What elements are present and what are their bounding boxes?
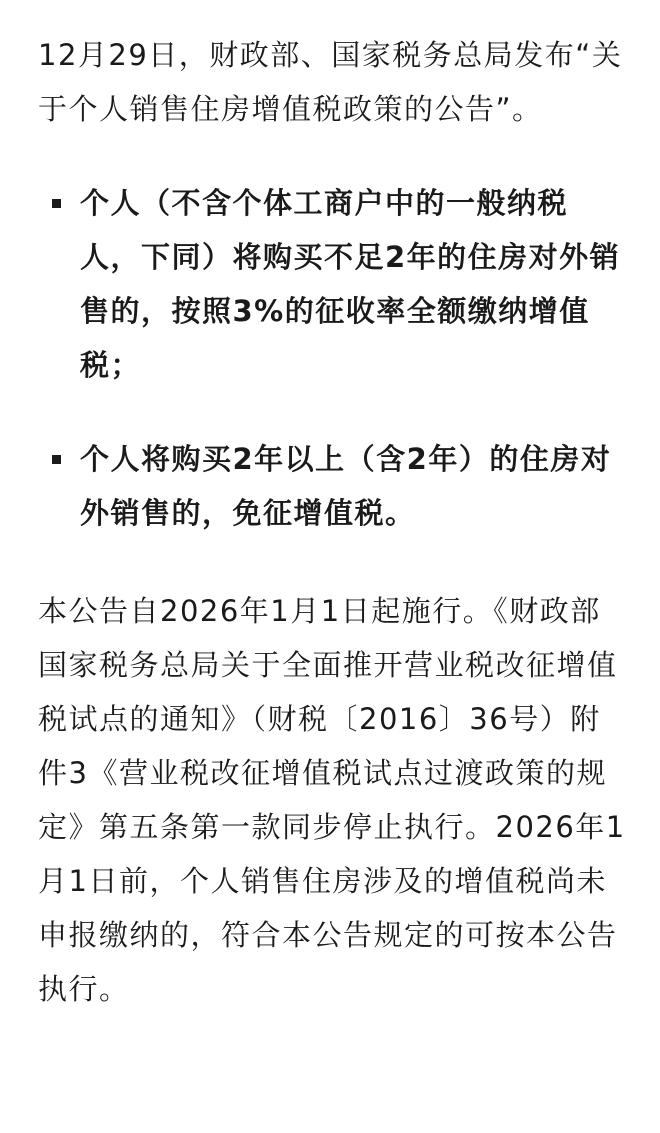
article-body bbox=[38, 28, 628, 1016]
square-bullet-icon bbox=[52, 455, 61, 464]
policy-bullet-text: 个人将购买2年以上（含2年）的住房对外销售的，免征增值税。 bbox=[80, 442, 612, 530]
policy-bullet-item bbox=[38, 432, 628, 540]
policy-bullet-list bbox=[38, 176, 628, 540]
intro-paragraph: 12月29日，财政部、国家税务总局发布“关于个人销售住房增值税政策的公告”。 bbox=[38, 38, 623, 126]
square-bullet-icon bbox=[52, 199, 61, 208]
policy-bullet-item bbox=[38, 176, 628, 392]
closing-paragraph: 本公告自2026年1月1日起施行。《财政部 国家税务总局关于全面推开营业税改征增值税试点的通知》（财税〔2016〕36号）附件3《营业税改征增值税试点过渡政策的规定》第五条第一款同步停止执行。2026年1月1日前，个人销售住房涉及的增值税尚未申报缴纳的，符合本公告规定的可按本公告执行。 bbox=[38, 594, 626, 1006]
policy-bullet-text: 个人（不含个体工商户中的一般纳税人，下同）将购买不足2年的住房对外销售的，按照3%的征收率全额缴纳增值税； bbox=[80, 186, 621, 382]
